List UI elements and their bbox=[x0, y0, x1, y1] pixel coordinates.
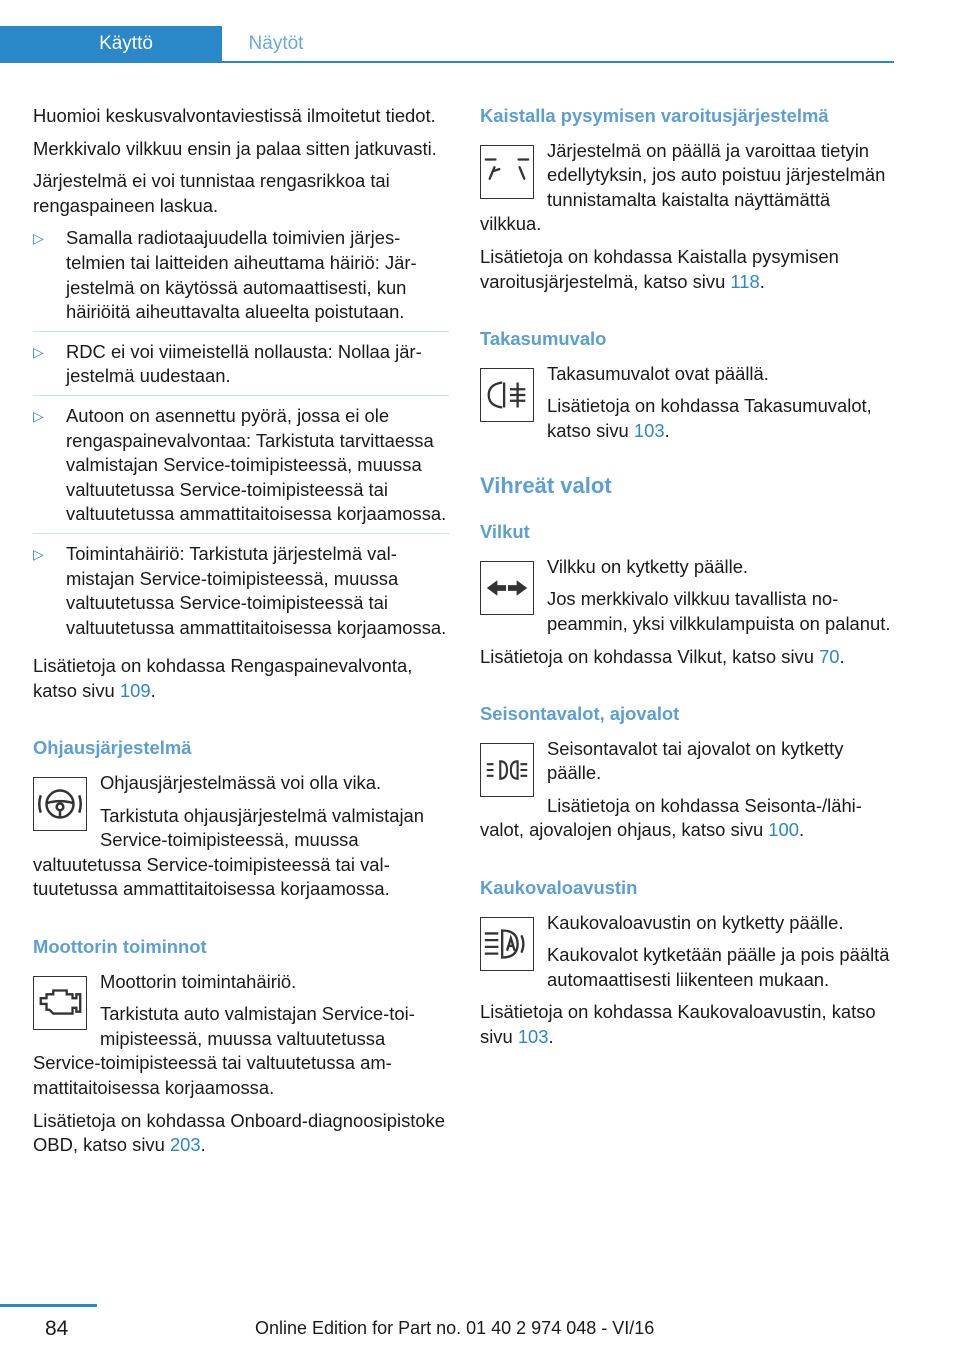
edition-footer: Online Edition for Part no. 01 40 2 974 048 - VI/16 bbox=[255, 1318, 655, 1338]
section-heading: Takasumuvalo bbox=[480, 328, 607, 350]
paragraph: Huomioi keskusvalvontaviestissä ilmoitetut tiedot. bbox=[33, 105, 436, 126]
paragraph: Ohjausjärjestelmässä voi olla vika. bbox=[100, 772, 382, 794]
paragraph: Kaukovalot kytketään päälle ja pois päältä automaattisesti liikenteen mukaan. bbox=[547, 944, 890, 990]
reference-text: Lisätietoja on kohdassa Kaistalla pysymisen varoitusjärjestelmä, katso sivu 118. bbox=[480, 245, 839, 292]
reference-text: Lisätietoja on kohdassa Kaukovaloavustin, katso sivu 103. bbox=[480, 1001, 876, 1048]
paragraph: Takasumuvalot ovat päällä. bbox=[547, 362, 769, 384]
bullet-triangle-icon: ▷ bbox=[33, 230, 44, 247]
page-link[interactable]: 203 bbox=[169, 1134, 201, 1156]
page-link[interactable]: 109 bbox=[119, 679, 151, 701]
chapter-heading: Vihreät valot bbox=[480, 472, 612, 498]
page-link[interactable]: 100 bbox=[768, 819, 799, 841]
reference-text: Lisätietoja on kohdassa Onboard-diagnoosipistoke OBD, katso sivu 203. bbox=[33, 1109, 446, 1156]
reference-text: Lisätietoja on kohdassa Takasumuvalot, katso sivu 103. bbox=[547, 395, 872, 441]
paragraph: Kaukovaloavustin on kytketty päälle. bbox=[547, 911, 844, 933]
reference-text: Lisätietoja on kohdassa Vilkut, katso sivu 70. bbox=[480, 645, 845, 667]
list-item: ▷ RDC ei voi viimeistellä nollausta: Nollaa järjestelmä uudestaan. bbox=[33, 340, 449, 396]
parking-lights-icon bbox=[480, 743, 534, 797]
paragraph: Jos merkkivalo vilkkuu tavallista nopeammin, yksi vilkkulampuista on palanut. bbox=[547, 588, 891, 634]
list-item: ▷ Samalla radiotaajuudella toimivien järjestelmien tai laitteiden aiheuttama häiriö: Järjestelmä on käytössä automaattisesti, kun häiriöitä aiheuttavalta alueelta poistutaan. bbox=[33, 226, 449, 331]
paragraph: Järjestelmä ei voi tunnistaa rengasrikkoa tai rengaspaineen laskua. bbox=[33, 170, 390, 216]
tab-kaytto[interactable]: Käyttö bbox=[0, 26, 222, 61]
paragraph: Merkkivalo vilkkuu ensin ja palaa sitten jatkuvasti. bbox=[33, 137, 437, 159]
bullet-triangle-icon: ▷ bbox=[33, 407, 44, 424]
section-heading: Seisontavalot, ajovalot bbox=[480, 703, 680, 725]
list-item: ▷ Autoon on asennettu pyörä, jossa ei ole rengaspainevalvontaa: Tarkistuta tarvittaessa valmistajan Service-toimipisteessä, muussa valtuutetussa Service-toimipisteessä tai valtuutetussa ammattitaitoisessa korjaamossa. bbox=[33, 404, 449, 534]
page-link[interactable]: 118 bbox=[730, 270, 760, 292]
bullet-triangle-icon: ▷ bbox=[33, 545, 44, 562]
turn-signal-icon bbox=[480, 561, 534, 615]
steering-wheel-icon bbox=[33, 777, 87, 831]
engine-icon bbox=[33, 976, 87, 1030]
paragraph: Seisontavalot tai ajovalot on kytketty päälle. bbox=[547, 737, 844, 784]
paragraph: Tarkistuta auto valmistajan Service-toimipisteessä, muussa valtuutetussa Service-toimipisteessä tai valtuutetussa ammattitaitoisessa korjaamossa. bbox=[33, 1003, 415, 1098]
paragraph: Vilkku on kytketty päälle. bbox=[547, 555, 749, 577]
section-heading: Kaukovaloavustin bbox=[480, 877, 638, 899]
section-heading: Ohjausjärjestelmä bbox=[33, 737, 192, 759]
section-heading: Kaistalla pysymisen varoitusjärjestelmä bbox=[480, 105, 829, 126]
paragraph: Järjestelmä on päällä ja varoittaa tietyin edellytyksin, jos auto poistuu järjestelmän tunnistamalta kaistalta näyttämättä vilkkua. bbox=[480, 139, 886, 235]
left-column bbox=[33, 104, 449, 1166]
rear-fog-light-icon bbox=[480, 368, 534, 422]
list-item: ▷ Toimintahäiriö: Tarkistuta järjestelmä valmistajan Service-toimipisteessä, muussa valtuutetussa Service-toimipisteessä tai valtuutetussa ammattitaitoisessa korjaamossa. bbox=[33, 542, 447, 638]
reference-text: Lisätietoja on kohdassa Rengaspainevalvonta, katso sivu 109. bbox=[33, 655, 413, 701]
page-link[interactable]: 70 bbox=[819, 645, 840, 667]
section-heading: Vilkut bbox=[480, 521, 530, 543]
footer-accent-line bbox=[0, 1304, 97, 1307]
right-column bbox=[480, 104, 896, 1058]
page-number: 84 bbox=[45, 1317, 69, 1340]
reference-text: Lisätietoja on kohdassa Seisonta-/lähivalot, ajovalojen ohjaus, katso sivu 100. bbox=[480, 794, 862, 841]
high-beam-assist-icon bbox=[480, 917, 534, 971]
section-heading: Moottorin toiminnot bbox=[33, 936, 207, 958]
header-tabs bbox=[0, 26, 894, 63]
tab-naytot[interactable]: Näytöt bbox=[248, 33, 304, 54]
bullet-triangle-icon: ▷ bbox=[33, 343, 44, 360]
paragraph: Moottorin toimintahäiriö. bbox=[100, 970, 297, 992]
page-link[interactable]: 103 bbox=[517, 1026, 549, 1048]
lane-departure-icon bbox=[480, 145, 534, 199]
page-link[interactable]: 103 bbox=[633, 419, 665, 441]
paragraph: Tarkistuta ohjausjärjestelmä valmistajan Service-toimipisteessä, muussa valtuutetussa Service-toimipisteessä tai valtuutetussa ammattitaitoisessa korjaamossa. bbox=[33, 804, 425, 900]
